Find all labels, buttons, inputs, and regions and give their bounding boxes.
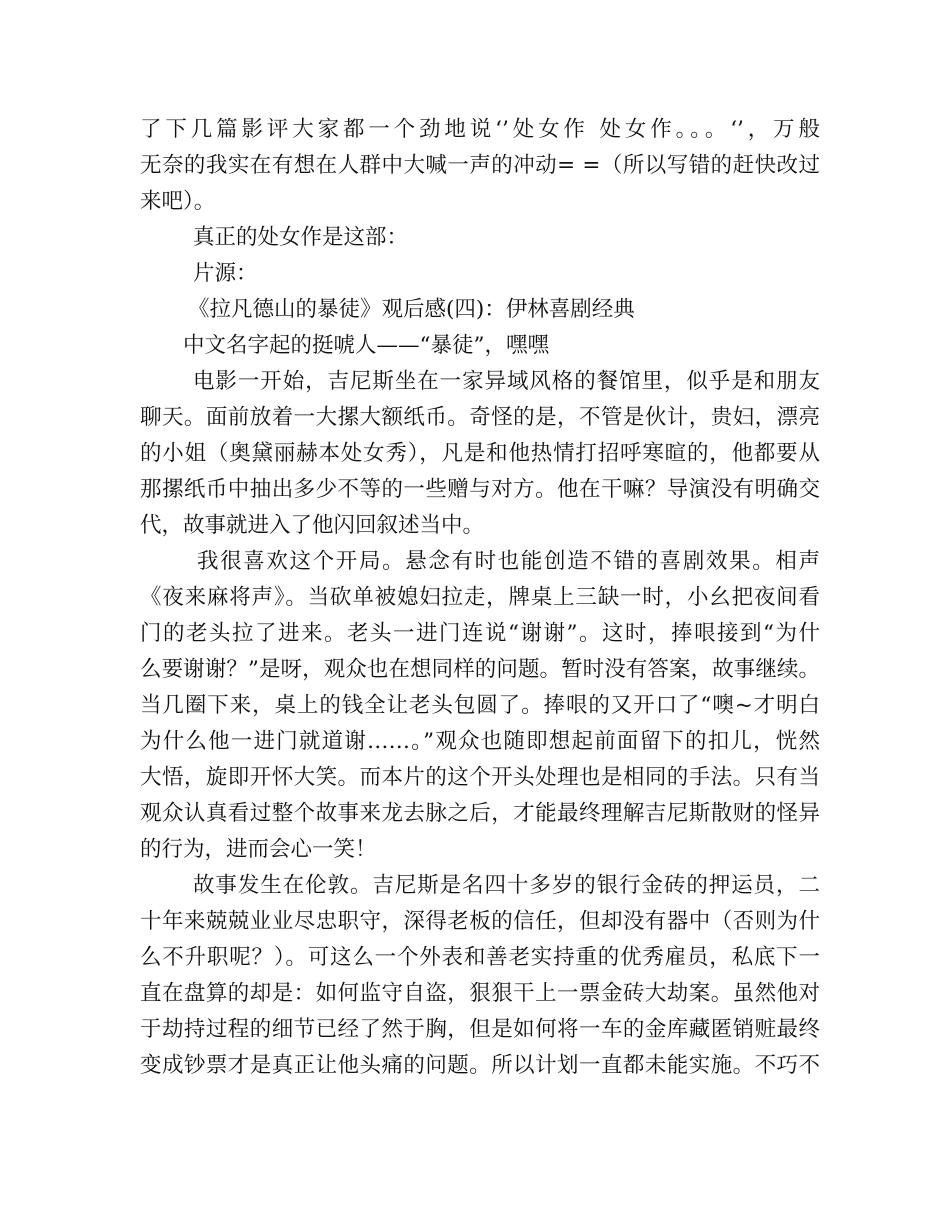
paragraph-line: 代，故事就进入了他闪回叙述当中。	[140, 513, 485, 538]
paragraph-line: 直在盘算的却是：如何监守自盗，狠狠干上一票金砖大劫案。虽然他对	[140, 981, 820, 1006]
paragraph-line: 来吧）。	[140, 189, 216, 214]
article-subtitle: 中文名字起的挺唬人——“暴徒”，嘿嘿	[183, 333, 549, 358]
paragraph-line: 了下几篇影评大家都一个劲地说‘’处女作 处女作。。。‘’，万般	[140, 117, 820, 142]
paragraph-line: 无奈的我实在有想在人群中大喊一声的冲动= =（所以写错的赶快改过	[140, 153, 820, 178]
section-heading: 真正的处女作是这部：	[193, 225, 409, 250]
paragraph-line: 的小姐（奥黛丽赫本处女秀），凡是和他热情打招呼寒暄的，他都要从	[140, 441, 820, 466]
paragraph-line: 于劫持过程的细节已经了然于胸，但是如何将一车的金库藏匿销赃最终	[140, 1017, 820, 1042]
paragraph-line: 门的老头拉了进来。老头一进门连说“谢谢”。这时，捧哏接到“为什	[140, 621, 820, 646]
paragraph-line: 么不升职呢？）。可这么一个外表和善老实持重的优秀雇员，私底下一	[140, 945, 820, 970]
paragraph-line: 变成钞票才是真正让他头痛的问题。所以计划一直都未能实施。不巧不	[140, 1053, 820, 1078]
paragraph-line: 为什么他一进门就道谢……。”观众也随即想起前面留下的扣儿，恍然	[140, 729, 820, 754]
paragraph-line: 大悟，旋即开怀大笑。而本片的这个开头处理也是相同的手法。只有当	[140, 765, 820, 790]
paragraph-line: 观众认真看过整个故事来龙去脉之后，才能最终理解吉尼斯散财的怪异	[140, 801, 820, 826]
paragraph-line: 聊天。面前放着一大摞大额纸币。奇怪的是，不管是伙计，贵妇，漂亮	[140, 405, 820, 430]
paragraph-line: 么要谢谢？”是呀，观众也在想同样的问题。暂时没有答案，故事继续。	[140, 657, 820, 682]
paragraph-line: 《夜来麻将声》。当砍单被媳妇拉走，牌桌上三缺一时，小幺把夜间看	[140, 585, 820, 610]
paragraph-line: 电影一开始，吉尼斯坐在一家异域风格的餐馆里，似乎是和朋友	[193, 369, 820, 394]
paragraph-line: 十年来兢兢业业尽忠职守，深得老板的信任，但却没有器中（否则为什	[140, 909, 820, 934]
paragraph-line: 故事发生在伦敦。吉尼斯是名四十多岁的银行金砖的押运员，二	[193, 873, 820, 898]
paragraph-line: 的行为，进而会心一笑！	[140, 837, 377, 862]
paragraph-line: 那摞纸币中抽出多少不等的一些赠与对方。他在干嘛？导演没有明确交	[140, 477, 820, 502]
paragraph-line: 当几圈下来，桌上的钱全让老头包圆了。捧哏的又开口了“噢~才明白	[140, 693, 820, 718]
paragraph-line: 我很喜欢这个开局。悬念有时也能创造不错的喜剧效果。相声	[197, 549, 820, 574]
article-title: 《拉凡德山的暴徒》观后感(四)：伊林喜剧经典	[188, 297, 635, 322]
source-label: 片源：	[193, 261, 258, 286]
